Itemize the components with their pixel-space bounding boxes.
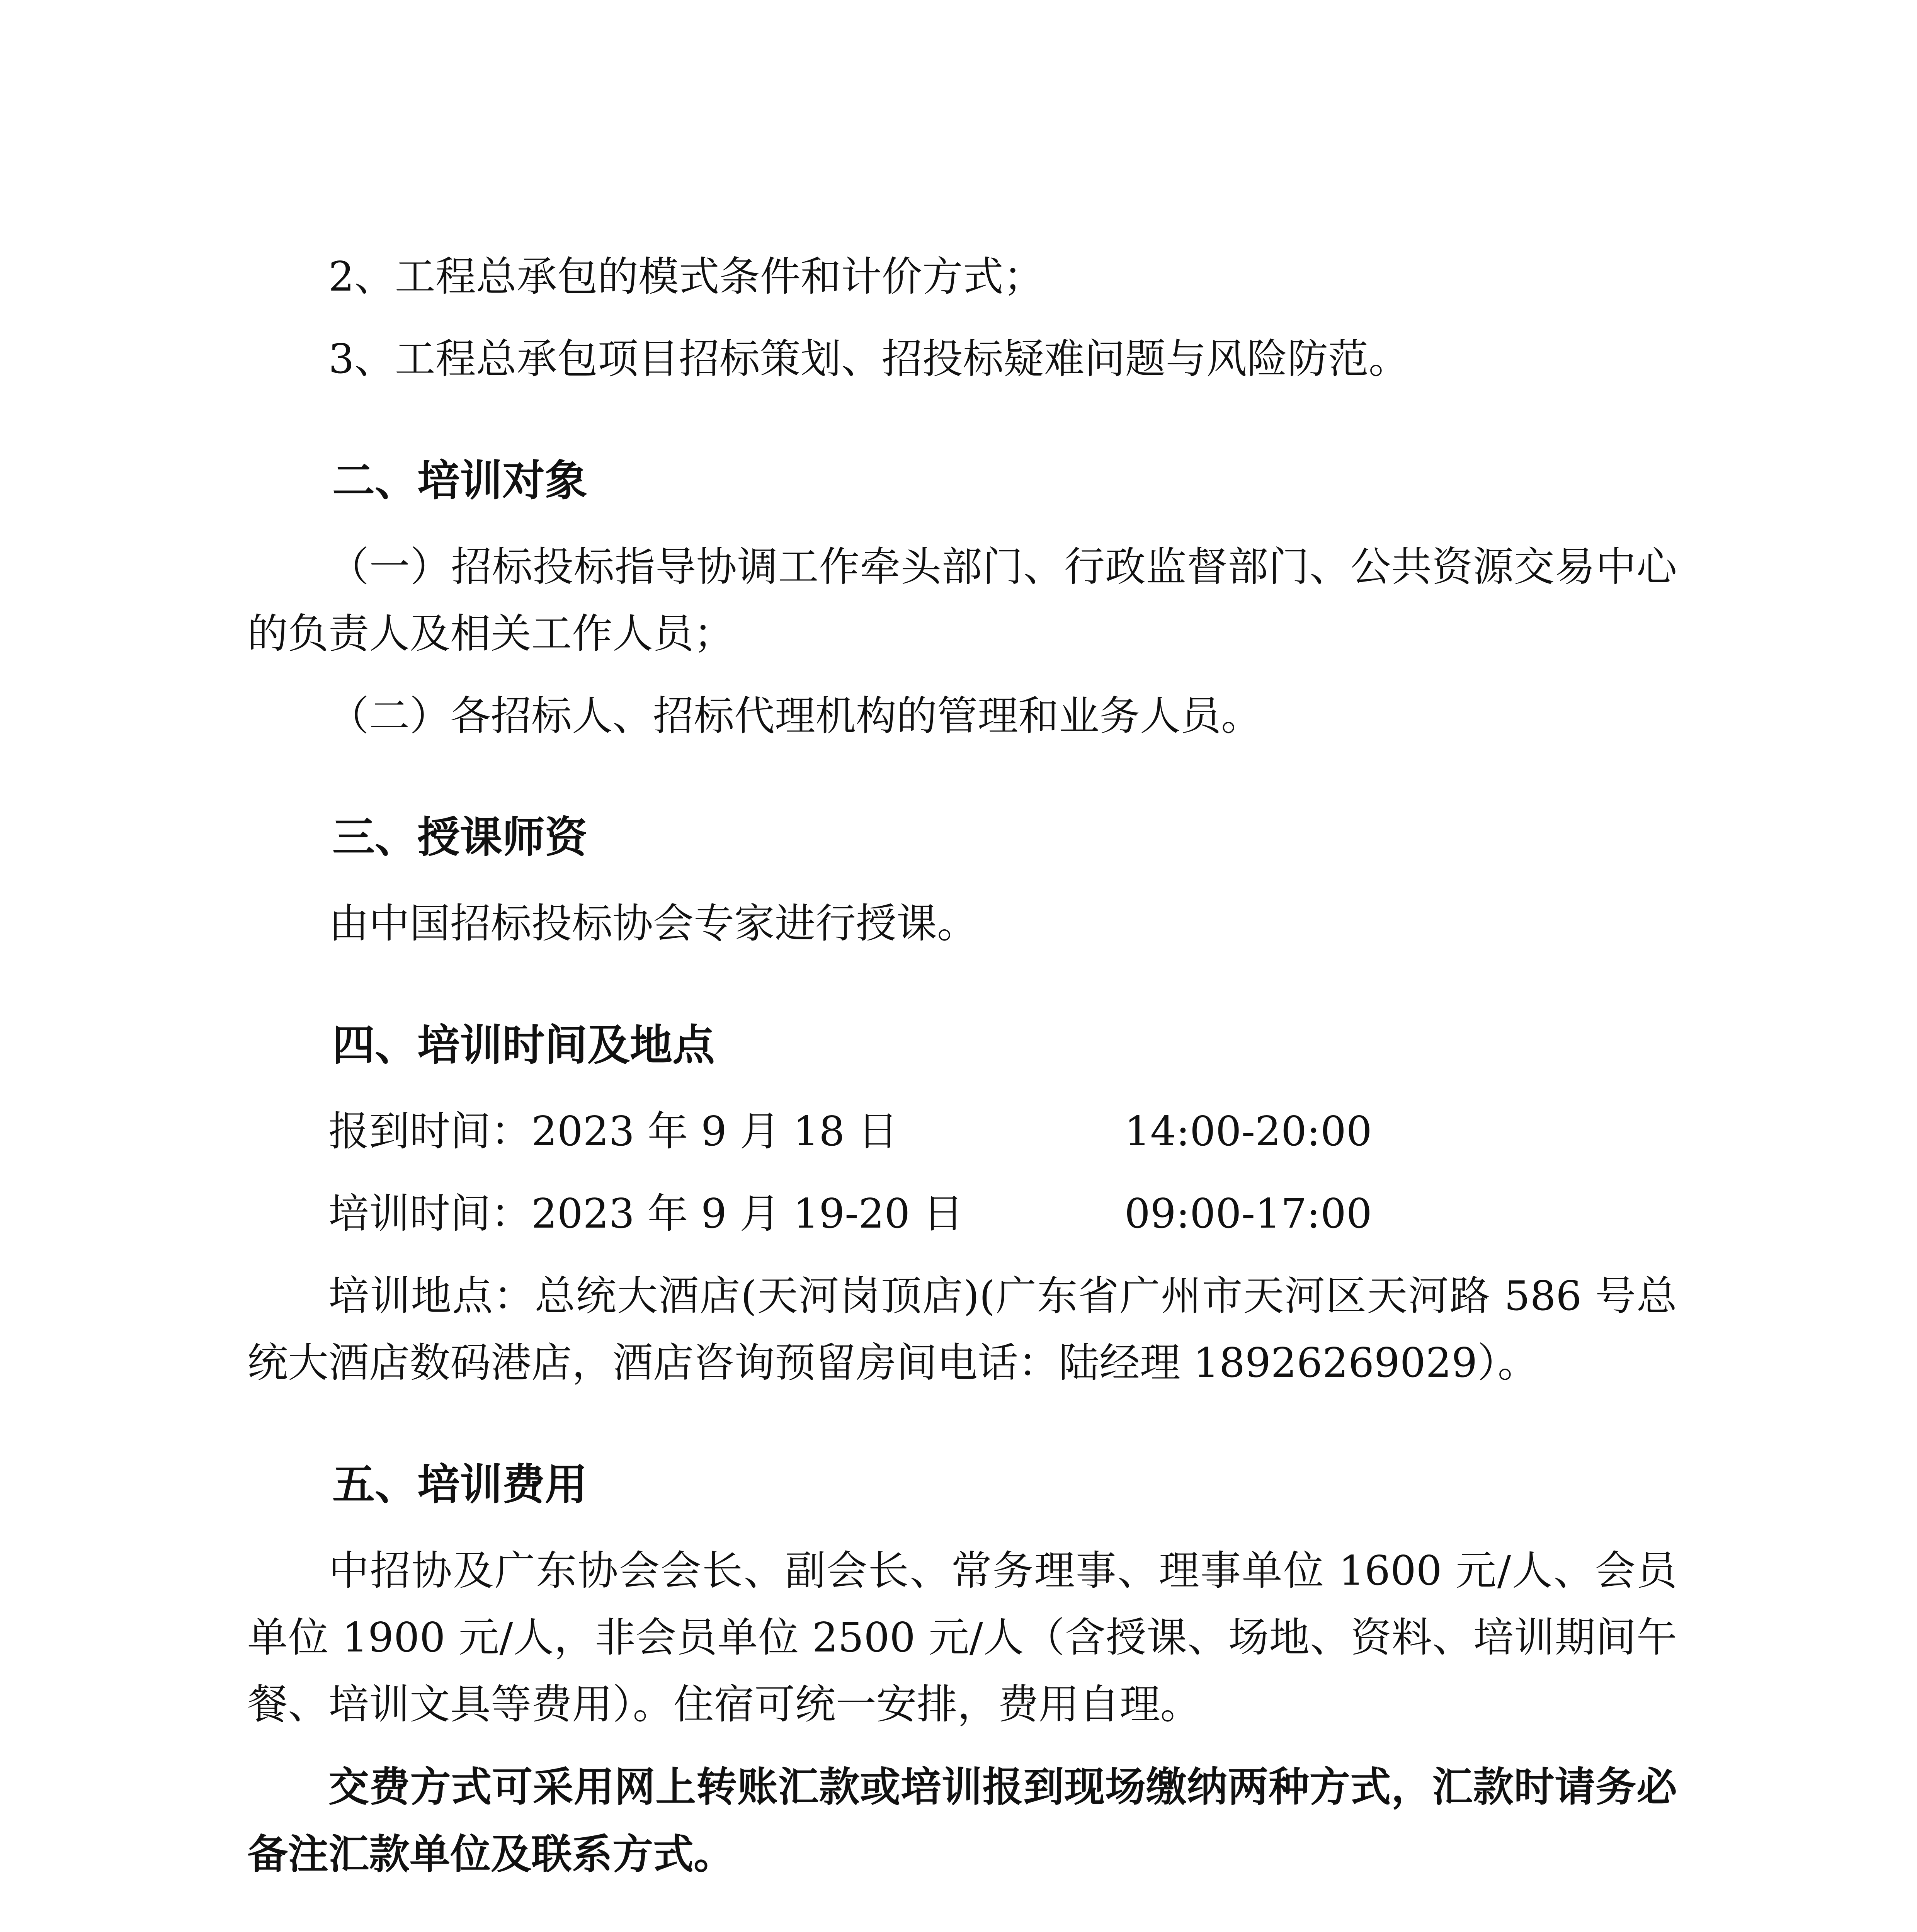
paragraph: 中招协及广东协会会长、副会长、常务理事、理事单位 1600 元/人、会员单位 1900 元/人，非会员单位 2500 元/人（含授课、场地、资料、培训期间午餐、培训文具等费用）。住宿可统一安排，费用自理。 <box>247 1547 1677 1728</box>
checkin-date: 报到时间：2023 年 9 月 18 日 <box>328 1107 898 1155</box>
schedule-row-checkin <box>247 1098 1677 1165</box>
list-item: 3、工程总承包项目招标策划、招投标疑难问题与风险防范。 <box>328 335 1409 383</box>
paragraph: 由中国招标投标协会专家进行授课。 <box>328 900 978 947</box>
document-body <box>247 243 1677 1932</box>
schedule-row-training <box>247 1180 1677 1247</box>
paragraph: （一）招标投标指导协调工作牵头部门、行政监督部门、公共资源交易中心的负责人及相关工作人员； <box>247 543 1677 657</box>
section-heading-trainees: 二、培训对象 <box>332 455 587 505</box>
section-heading-time-location: 四、培训时间及地点 <box>332 1020 715 1070</box>
payment-note: 交费方式可采用网上转账汇款或培训报到现场缴纳两种方式，汇款时请务必备注汇款单位及联系方式。 <box>247 1763 1677 1878</box>
list-item: 2、工程总承包的模式条件和计价方式； <box>328 253 1044 300</box>
training-date: 培训时间：2023 年 9 月 19-20 日 <box>328 1190 964 1237</box>
training-location: 培训地点：总统大酒店(天河岗顶店)(广东省广州市天河区天河路 586 号总统大酒店数码港店，酒店咨询预留房间电话：陆经理 18926269029）。 <box>247 1272 1677 1387</box>
paragraph: （二）各招标人、招标代理机构的管理和业务人员。 <box>328 692 1262 740</box>
section-heading-instructors: 三、授课师资 <box>332 812 587 862</box>
section-heading-fees: 五、培训费用 <box>332 1459 587 1509</box>
checkin-time: 14:00-20:00 <box>1124 1107 1372 1155</box>
training-time: 09:00-17:00 <box>1124 1190 1372 1237</box>
